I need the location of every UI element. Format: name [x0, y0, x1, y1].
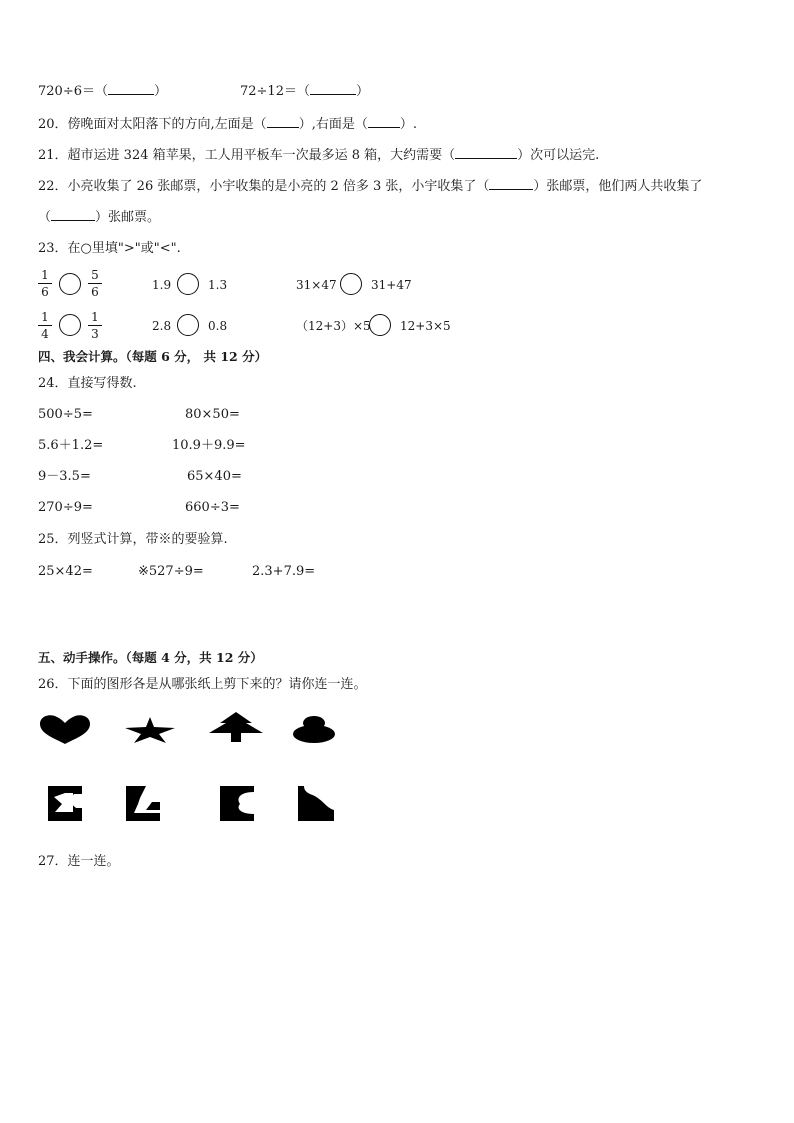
- compare-right: 0.8: [208, 319, 228, 333]
- fraction: 1 3: [88, 310, 102, 341]
- calc-item: 5.6＋1.2=: [38, 438, 104, 453]
- compare-circle[interactable]: [177, 314, 199, 336]
- q19-right: 72÷12＝（ ）: [240, 84, 369, 99]
- calc-item: 25×42=: [38, 564, 93, 579]
- answer-blank[interactable]: [368, 115, 400, 128]
- compare-left: 2.8: [152, 319, 172, 333]
- compare-circle[interactable]: [59, 314, 81, 336]
- answer-blank[interactable]: [489, 177, 533, 190]
- section-heading: 五、动手操作。（每题 4 分，共 12 分）: [38, 650, 263, 665]
- question-26-title: 26．下面的图形各是从哪张纸上剪下来的？请你连一连。: [38, 677, 367, 692]
- compare-right: 1.3: [208, 278, 228, 292]
- compare-left: （12+3）×5: [296, 319, 371, 333]
- section-heading: 四、我会计算。（每题 6 分， 共 12 分）: [38, 349, 268, 364]
- calc-item: 2.3+7.9=: [252, 564, 316, 579]
- answer-blank[interactable]: [267, 115, 299, 128]
- question-22: 22．小亮收集了 26 张邮票，小宇收集的是小亮的 2 倍多 3 张，小宇收集了（ ）张邮票，他们两人共收集了: [38, 179, 703, 194]
- question-23-title: 23．在○里填">"或"<".: [38, 241, 181, 256]
- snowman-shape[interactable]: [291, 715, 337, 743]
- calc-item: 65×40=: [187, 469, 242, 484]
- star-shape[interactable]: [124, 716, 176, 744]
- paper-cutout-2[interactable]: [124, 784, 162, 823]
- answer-blank[interactable]: [51, 208, 95, 221]
- calc-item: 9－3.5=: [38, 469, 91, 484]
- fraction: 5 6: [88, 268, 102, 299]
- compare-left: 31×47: [296, 278, 337, 292]
- fraction: 1 6: [38, 268, 52, 299]
- compare-circle[interactable]: [340, 273, 362, 295]
- paper-cutout-4[interactable]: [296, 784, 336, 823]
- paper-cutout-3[interactable]: [218, 784, 256, 823]
- question-27-title: 27．连一连。: [38, 854, 120, 869]
- compare-right: 12+3×5: [400, 319, 451, 333]
- question-22-line2: （ ）张邮票。: [38, 210, 161, 225]
- compare-left: 1.9: [152, 278, 172, 292]
- answer-blank[interactable]: [310, 82, 356, 95]
- compare-circle[interactable]: [59, 273, 81, 295]
- question-24-title: 24．直接写得数.: [38, 376, 137, 391]
- calc-item: 660÷3=: [185, 500, 240, 515]
- q19-left: 720÷6＝（ ）: [38, 84, 167, 99]
- heart-shape[interactable]: [38, 712, 92, 746]
- calc-item: 10.9＋9.9=: [172, 438, 246, 453]
- question-21: 21．超市运进 324 箱苹果，工人用平板车一次最多运 8 箱，大约需要（ ）次可以运完.: [38, 148, 600, 163]
- answer-blank[interactable]: [455, 146, 517, 159]
- calc-item: 500÷5=: [38, 407, 93, 422]
- calc-item: ※527÷9=: [138, 564, 204, 579]
- compare-circle[interactable]: [177, 273, 199, 295]
- paper-cutout-1[interactable]: [46, 784, 84, 823]
- calc-item: 80×50=: [185, 407, 240, 422]
- calc-item: 270÷9=: [38, 500, 93, 515]
- fraction: 1 4: [38, 310, 52, 341]
- tree-shape[interactable]: [208, 711, 264, 743]
- compare-circle[interactable]: [369, 314, 391, 336]
- question-25-title: 25．列竖式计算，带※的要验算.: [38, 532, 228, 547]
- compare-right: 31+47: [371, 278, 412, 292]
- answer-blank[interactable]: [108, 82, 154, 95]
- question-20: 20．傍晚面对太阳落下的方向,左面是（ ）,右面是（ ）.: [38, 117, 417, 132]
